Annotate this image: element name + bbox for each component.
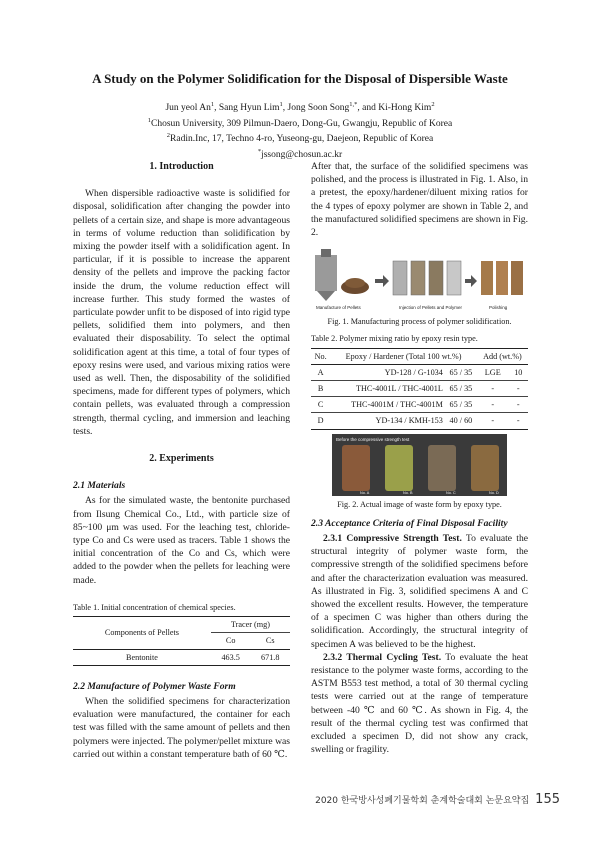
svg-text:No. B: No. B bbox=[403, 490, 413, 495]
paper-title: A Study on the Polymer Solidification for the Disposal of Dispersible Waste bbox=[92, 71, 508, 86]
materials-paragraph: As for the simulated waste, the bentonite purchased from Ilsung Chemical Co., Ltd., with particle size of 85~100 μm was used. For the leaching test, chloride-type Co and Cs were used as tracers. Table 1 shows the initial concentration of the Co and Cs, which were added to the powder when the pellets for leaching were made. bbox=[73, 495, 290, 586]
manufacture-paragraph: When the solidified specimens for characterization evaluation were manufactured, the container for each test was filled with the same amount of pellets and then polymers were injected. The polymer/pellet mixture was carried out within a constant temperature bath of 60 ℃. bbox=[73, 695, 290, 760]
fig1-label-polishing: Polishing bbox=[489, 305, 508, 311]
table-row: B THC-4001L / THC-4001L 65 / 35 - - bbox=[311, 381, 528, 397]
table-row: C THC-4001M / THC-4001M 65 / 35 - - bbox=[311, 397, 528, 413]
process-diagram-icon bbox=[311, 245, 526, 313]
specimen-d bbox=[471, 445, 499, 491]
figure2-caption: Fig. 2. Actual image of waste form by epoxy type. bbox=[337, 499, 502, 509]
table-row: Bentonite 463.5 671.8 bbox=[73, 649, 290, 665]
fig1-label-injection: Injection of Pellets and Polymer bbox=[399, 305, 463, 311]
table2-caption: Table 2. Polymer mixing ratio by epoxy resin type. bbox=[311, 334, 478, 344]
subsection-heading-materials: 2.1 Materials bbox=[73, 480, 126, 492]
specimen-b bbox=[385, 445, 413, 491]
s232-heading: 2.3.2 Thermal Cycling Test. bbox=[323, 651, 442, 663]
fig1-label-pellets: Manufacture of Pellets bbox=[316, 305, 361, 311]
author-block bbox=[40, 99, 560, 162]
figure-1 bbox=[311, 245, 526, 313]
table1-caption: Table 1. Initial concentration of chemical species. bbox=[73, 602, 236, 612]
svg-text:No. D: No. D bbox=[489, 490, 499, 495]
section-heading-experiments: 2. Experiments bbox=[149, 453, 214, 465]
page-footer bbox=[315, 792, 560, 807]
table1-head-cs: Cs bbox=[265, 636, 275, 646]
right-column bbox=[311, 160, 528, 757]
table2-head-epoxy: Epoxy / Hardener (Total 100 wt.%) bbox=[345, 351, 462, 361]
process-paragraph: After that, the surface of the solidified specimens was polished, and the process is illustrated in Fig. 1. Also, in a pretest, the epoxy/hardener/diluent mixing ratios for the 4 types of epoxy polymer are shown in Table 2, and the manufactured solidified specimens are shown in Fig. 2. bbox=[311, 161, 528, 239]
thermal-cycling-paragraph: 2.3.2 Thermal Cycling Test. To evaluate the heat resistance to the polymer waste forms, according to the ASTM B553 test method, a total of 30 thermal cycling tests were carried out at the range of temperature between -40 ℃ and 60 ℃. As shown in Fig. 4, the result of the thermal cycling test was confirmed that excluded a specimen D, did not show any crack, swelling or fragility. bbox=[311, 651, 528, 756]
table-1 bbox=[73, 616, 290, 666]
left-column bbox=[73, 160, 290, 761]
affiliation-2: $^2$Radin.Inc, 17, Techno 4-ro, Yuseong-gu, Daejeon, Republic of Korea bbox=[166, 132, 434, 145]
fig2-inner-label: Before the compressive strength test bbox=[336, 436, 410, 442]
table1-col-components: Components of Pellets bbox=[73, 617, 211, 649]
table1-head-co: Co bbox=[225, 636, 236, 646]
figure1-caption: Fig. 1. Manufacturing process of polymer solidification. bbox=[327, 317, 512, 327]
table2-head-no: No. bbox=[314, 351, 327, 361]
author-names: Jun yeol An$^1$, Sang Hyun Lim$^1$, Jong Soon Song$^{1,*}$, and Ki-Hong Kim$^2$ bbox=[165, 101, 435, 114]
intro-paragraph: When dispersible radioactive waste is solidified for disposal, solidification after changing the powder into pellets of a certain size, and shape is more advantageous in terms of volume reduction than solidification by mixing the powder itself with a solidification agent. In particular, if it is possible to increase the apparent density of the pellets and improve the packing factor inside the drum, the volume reduction effect will increase further. This study formed the wastes of particulate powder unfit to be disposed of into rigid type pellets, solidified them into polymers, and then evaluated their disposability. To select the optimal solidification agent at this time, a total of four types of epoxy resins were used, and various mixing ratios were used as well. Then, the disposability of the solidified specimens, made for different types of polymers, which contain pellets, was evaluated through a compression strength, thermal cycling, and immersion and leaching tests. bbox=[73, 188, 290, 437]
page-number: 155 bbox=[535, 792, 560, 807]
table-row: D YD-134 / KMH-153 40 / 60 - - bbox=[311, 413, 528, 429]
section-heading-introduction: 1. Introduction bbox=[149, 161, 214, 172]
specimen-c bbox=[428, 445, 456, 491]
svg-text:No. C: No. C bbox=[446, 490, 456, 495]
table1-tracer-head: Tracer (mg) bbox=[211, 617, 290, 633]
table-row: A YD-128 / G-1034 65 / 35 LGE 10 bbox=[311, 364, 528, 380]
table-2 bbox=[311, 348, 528, 430]
corresponding-email[interactable]: *jssong@chosun.ac.kr bbox=[257, 147, 343, 161]
table2-head-add: Add (wt.%) bbox=[483, 351, 522, 361]
specimen-a bbox=[342, 445, 370, 491]
compressive-strength-paragraph: 2.3.1 Compressive Strength Test. To evaluate the structural integrity of polymer waste form, the compressive strength of the solidified specimens before and after the characterization evaluation was measured. As illustrated in Fig. 3, solidified specimens A and C showed the excellent results. However, the temperature of a specimen C was higher than others during the solidification. Accordingly, the structural integrity of specimen A was believed to be the highest. bbox=[311, 533, 528, 650]
subsection-heading-manufacture: 2.2 Manufacture of Polymer Waste Form bbox=[73, 680, 236, 692]
proceedings-name: 2020 한국방사성폐기물학회 춘계학술대회 논문요약집 bbox=[315, 796, 530, 806]
specimen-photo-icon bbox=[332, 434, 507, 496]
figure-2 bbox=[332, 434, 507, 496]
subsection-heading-criteria: 2.3 Acceptance Criteria of Final Disposal Facility bbox=[311, 517, 508, 529]
affiliation-1: $^1$Chosun University, 309 Pilmun-Daero, Dong-Gu, Gwangju, Republic of Korea bbox=[147, 116, 453, 129]
svg-text:No. A: No. A bbox=[360, 490, 370, 495]
s231-heading: 2.3.1 Compressive Strength Test. bbox=[323, 533, 462, 545]
